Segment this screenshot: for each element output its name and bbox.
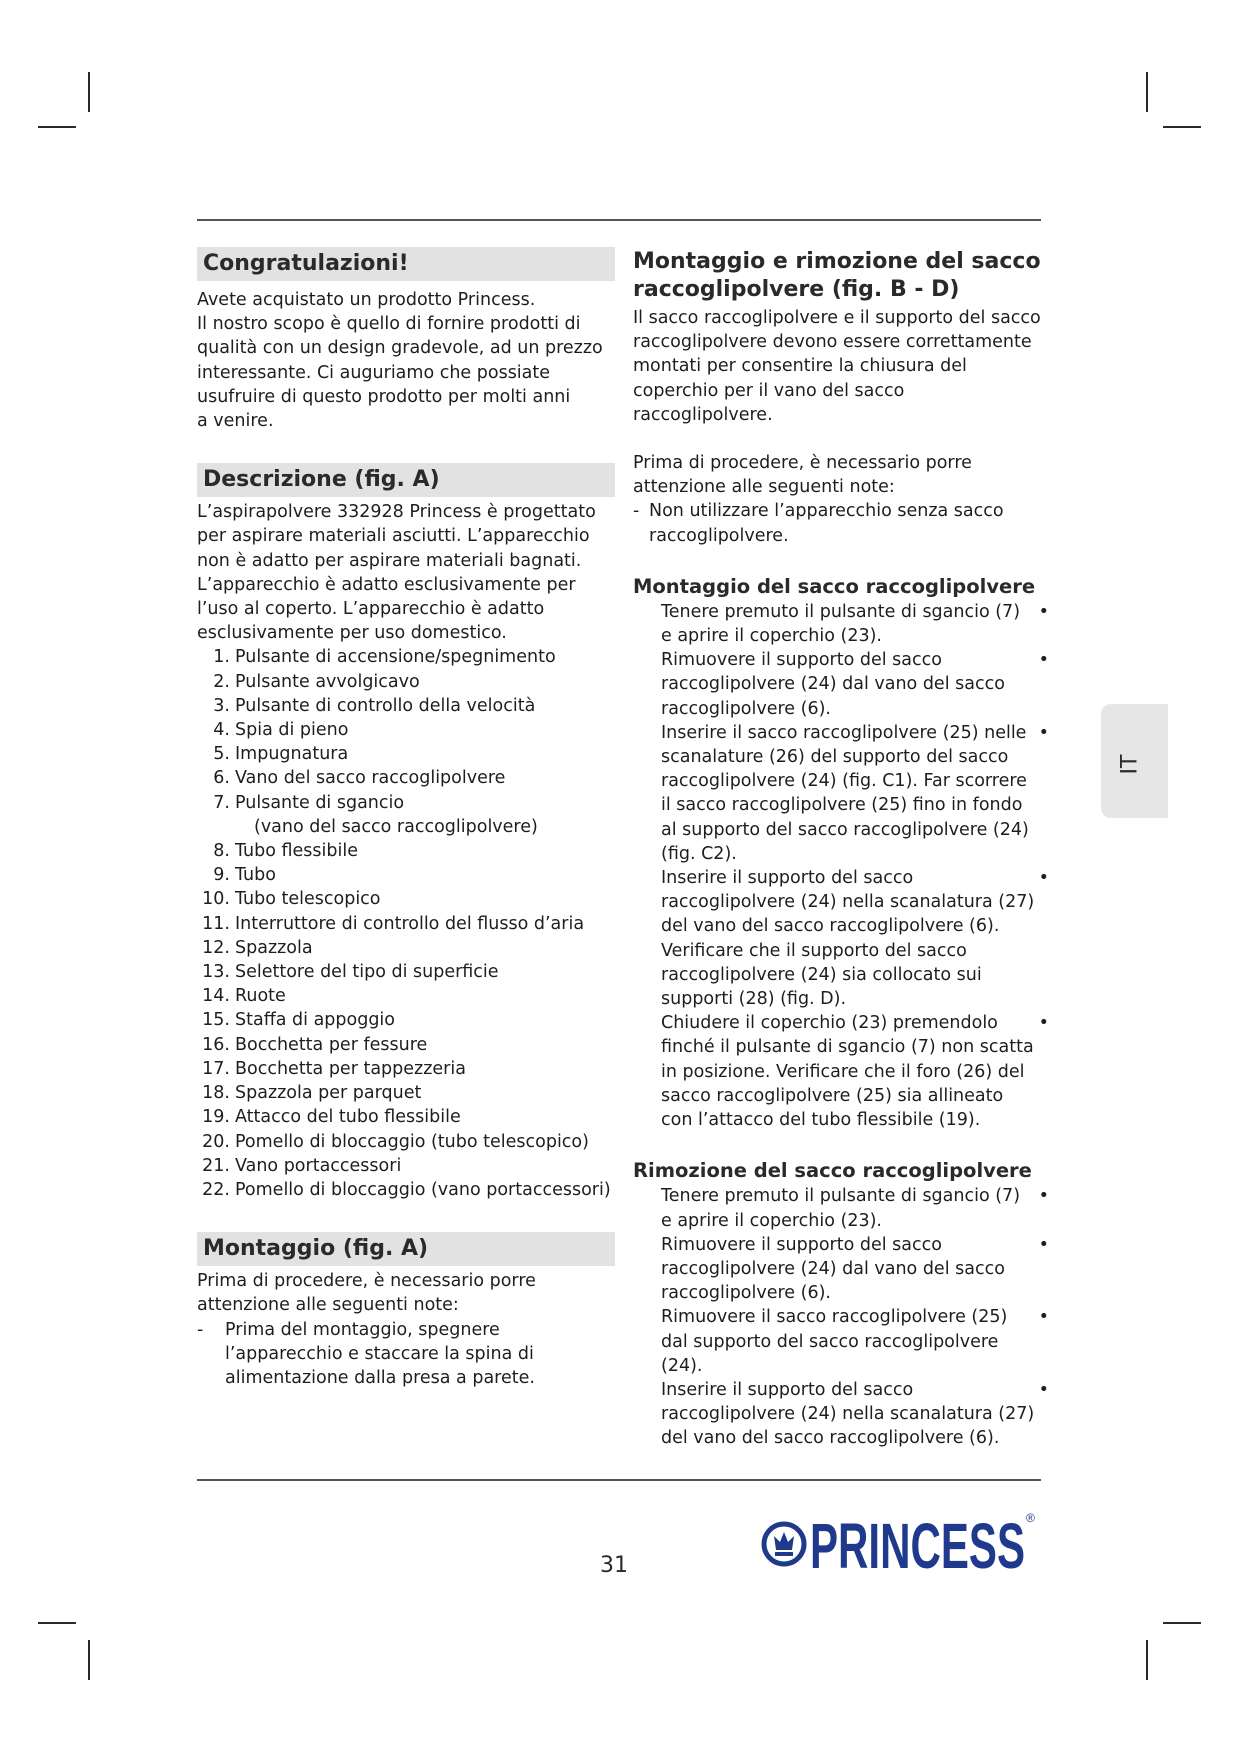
crop-mark	[38, 1622, 76, 1624]
list-item: 13. Selettore del tipo di superficie	[202, 962, 499, 983]
text-line: L’aspirapolvere 332928 Princess è progettato	[197, 502, 596, 523]
crop-mark	[1163, 1622, 1201, 1624]
bag-note: - Non utilizzare l’apparecchio senza sacco raccoglipolvere.	[633, 501, 1004, 546]
congrats-heading: Congratulazioni!	[197, 247, 615, 281]
list-item: 12. Spazzola	[202, 937, 313, 958]
crown-emblem-icon	[764, 1524, 804, 1564]
list-item: Inserire il supporto del sacco raccoglipolvere (24) nella scanalatura (27) del vano del sacco raccoglipolvere (6). •	[661, 1379, 1049, 1449]
list-item: Tenere premuto il pulsante di sgancio (7) e aprire il coperchio (23). •	[661, 1186, 1049, 1231]
list-item: 21. Vano portaccessori	[202, 1155, 402, 1176]
description-text	[197, 500, 615, 645]
remove-steps	[633, 1184, 1049, 1450]
language-tab	[1101, 704, 1168, 818]
text-line: Prima di procedere, è necessario porre	[197, 1271, 536, 1292]
congrats-text	[197, 288, 615, 433]
remove-bag-title: Rimozione del sacco raccoglipolvere	[633, 1159, 1032, 1183]
text-line: qualità con un design gradevole, ad un prezzo	[197, 338, 603, 359]
list-item: 10. Tubo telescopico	[202, 889, 381, 910]
list-item: 22. Pomello di bloccaggio (vano portaccessori)	[202, 1179, 611, 1200]
assembly-note: - Prima del montaggio, spegnere l’apparecchio e staccare la spina di alimentazione dalla presa a parete.	[197, 1319, 535, 1388]
assembly-heading: Montaggio (fig. A)	[197, 1232, 615, 1266]
text-line: esclusivamente per uso domestico.	[197, 623, 507, 644]
list-item: Inserire il supporto del sacco raccoglipolvere (24) nella scanalatura (27) del vano del sacco raccoglipolvere (6). Verificare che il supporto del sacco raccoglipolvere (24) sia collocato sui supporti (28) (fig. D). •	[661, 868, 1049, 1010]
list-item: 4. Spia di pieno	[213, 720, 349, 741]
list-item: Tenere premuto il pulsante di sgancio (7) e aprire il coperchio (23). •	[661, 601, 1049, 647]
top-rule	[197, 219, 1041, 221]
text-line: Avete acquistato un prodotto Princess.	[197, 290, 536, 310]
list-item: 9. Tubo	[213, 865, 276, 886]
crop-mark	[88, 1640, 90, 1680]
list-item: 1. Pulsante di accensione/spegnimento	[213, 647, 556, 668]
bottom-rule	[197, 1479, 1041, 1481]
pre-text	[633, 451, 1045, 548]
left-column	[197, 247, 615, 1390]
list-item: 17. Bocchetta per tappezzeria	[202, 1058, 466, 1079]
text-line: attenzione alle seguenti note:	[633, 477, 895, 498]
text-line: Prima di procedere, è necessario porre	[633, 453, 972, 474]
mount-steps	[633, 600, 1049, 1132]
list-item: 3. Pulsante di controllo della velocità	[213, 695, 536, 716]
list-item: 14. Ruote	[202, 986, 286, 1007]
mount-remove-title: Montaggio e rimozione del sacco raccoglipolvere (fig. B - D)	[633, 249, 1041, 302]
crop-mark	[1163, 126, 1201, 128]
crop-mark	[1146, 72, 1148, 112]
text-line: raccoglipolvere devono essere correttamente	[633, 332, 1032, 353]
list-item: 8. Tubo flessibile	[213, 841, 358, 862]
text-line: a venire.	[197, 411, 274, 432]
list-item: Chiudere il coperchio (23) premendolo finché il pulsante di sgancio (7) non scatta in posizione. Verificare che il foro (26) del sacco raccoglipolvere (25) sia allineato con l’attacco del tubo flessibile (19). •	[661, 1013, 1049, 1131]
list-item: 16. Bocchetta per fessure	[202, 1034, 428, 1055]
list-item: Rimuovere il supporto del sacco raccoglipolvere (24) dal vano del sacco raccoglipolvere (6). •	[661, 1234, 1049, 1304]
right-column	[633, 247, 1049, 1451]
list-item: Rimuovere il sacco raccoglipolvere (25) dal supporto del sacco raccoglipolvere (24). •	[661, 1307, 1049, 1376]
parts-list	[197, 645, 615, 1202]
text-line: usufruire di questo prodotto per molti anni	[197, 386, 571, 407]
mount-bag-title: Montaggio del sacco raccoglipolvere	[633, 574, 1036, 598]
registered-mark: ®	[1026, 1511, 1035, 1525]
list-item: 6. Vano del sacco raccoglipolvere	[213, 768, 506, 789]
text-line: coperchio per il vano del sacco raccoglipolvere.	[633, 380, 905, 425]
crop-mark	[88, 72, 90, 112]
page-number: 31	[600, 1553, 628, 1578]
list-item: 2. Pulsante avvolgicavo	[213, 671, 420, 692]
text-line: l’uso al coperto. L’apparecchio è adatto	[197, 599, 545, 620]
intro-text	[633, 306, 1045, 427]
text-line: Il sacco raccoglipolvere e il supporto del sacco	[633, 308, 1041, 328]
text-line: interessante. Ci auguriamo che possiate	[197, 362, 551, 383]
crop-mark	[38, 126, 76, 128]
list-item: Inserire il sacco raccoglipolvere (25) nelle scanalature (26) del supporto del sacco raccoglipolvere (24) (fig. C1). Far scorrere il sacco raccoglipolvere (25) fino in fondo al supporto del sacco raccoglipolvere (24) (fig. C2). •	[661, 722, 1049, 864]
list-item: 15. Staffa di appoggio	[202, 1010, 396, 1031]
list-item: 5. Impugnatura	[213, 744, 349, 765]
assembly-text	[197, 1269, 615, 1390]
list-item: 19. Attacco del tubo flessibile	[202, 1107, 461, 1128]
list-item: 18. Spazzola per parquet	[202, 1083, 422, 1104]
crop-mark	[1146, 1640, 1148, 1680]
text-line: L’apparecchio è adatto esclusivamente per	[197, 574, 576, 595]
list-item: 11. Interruttore di controllo del flusso d’aria	[202, 913, 585, 934]
list-item: (vano del sacco raccoglipolvere)	[254, 816, 538, 837]
princess-logo	[760, 1500, 1040, 1580]
list-item: 7. Pulsante di sgancio	[213, 792, 405, 813]
list-item: 20. Pomello di bloccaggio (tubo telescopico)	[202, 1131, 589, 1152]
text-line: Il nostro scopo è quello di fornire prodotti di	[197, 314, 581, 335]
text-line: non è adatto per aspirare materiali bagnati.	[197, 550, 582, 571]
language-tab-label: IT	[1117, 754, 1143, 775]
text-line: attenzione alle seguenti note:	[197, 1295, 459, 1316]
text-line: per aspirare materiali asciutti. L’apparecchio	[197, 526, 590, 547]
description-heading: Descrizione (fig. A)	[197, 463, 615, 497]
brand-name: PRINCESS	[810, 1510, 1025, 1580]
list-item: Rimuovere il supporto del sacco raccoglipolvere (24) dal vano del sacco raccoglipolvere (6). •	[661, 650, 1049, 719]
text-line: montati per consentire la chiusura del	[633, 356, 967, 377]
